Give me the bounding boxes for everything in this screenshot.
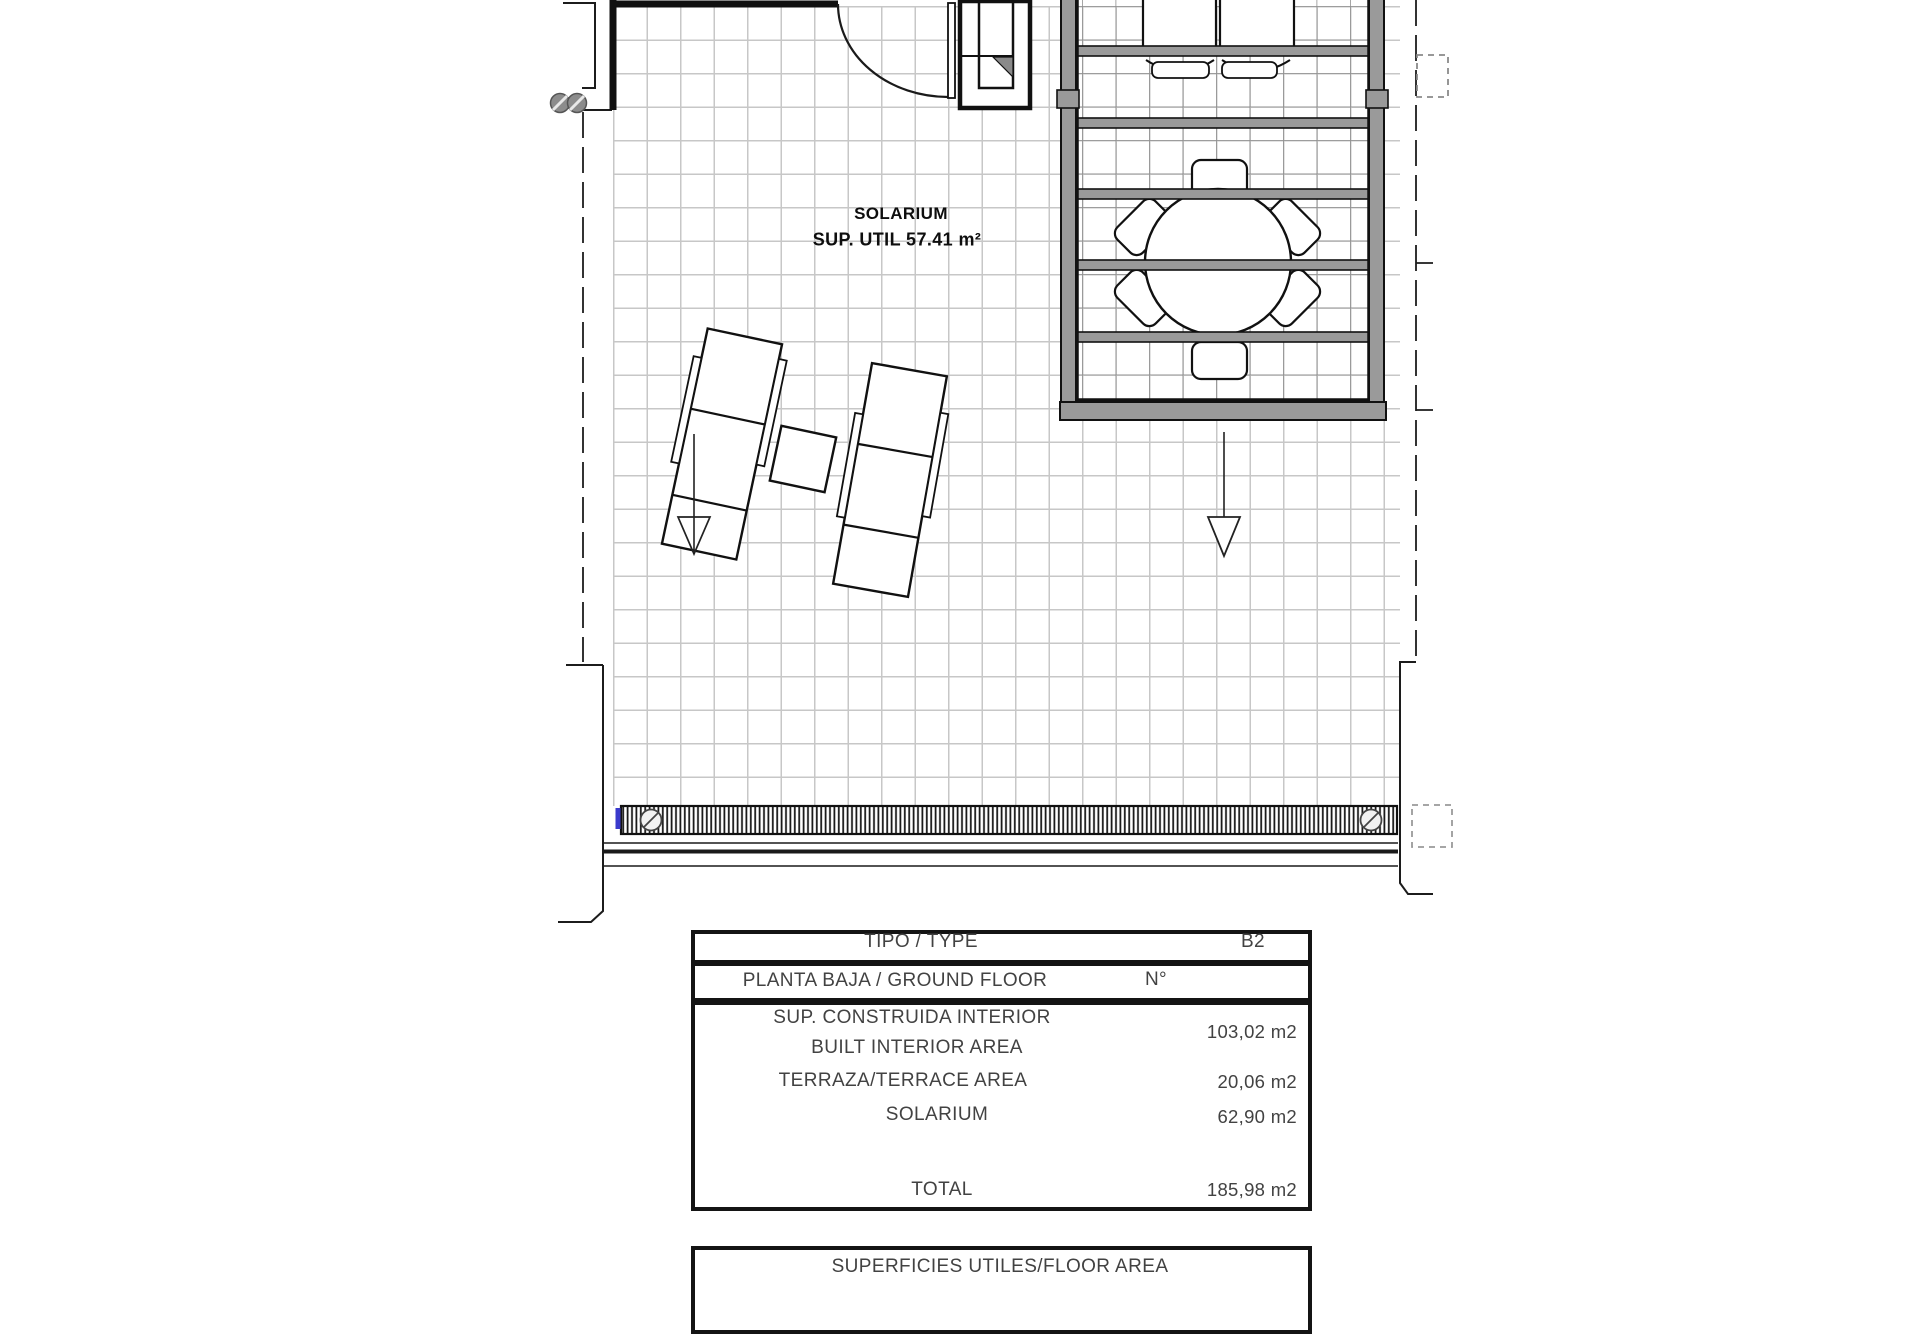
room-area-label: SUP. UTIL 57.41 m² — [812, 229, 982, 250]
spec-row-label: TERRAZA/TERRACE AREA — [778, 1070, 1028, 1091]
spec-row-label: SOLARIUM — [885, 1104, 989, 1125]
spec-total-value: 185,98 m2 — [1206, 1179, 1297, 1200]
pergola-base-band — [1060, 402, 1386, 420]
spec-type-label: TIPO / TYPE — [864, 931, 978, 952]
floor-area-table — [691, 1246, 1312, 1334]
spec-floor-label: PLANTA BAJA / GROUND FLOOR — [742, 970, 1048, 991]
spec-row-value: 20,06 m2 — [1217, 1071, 1297, 1092]
row-divider — [695, 998, 1308, 1005]
spec-row-label: SUP. CONSTRUIDA INTERIOR — [773, 1007, 1051, 1028]
side-table — [770, 426, 836, 492]
spec-total-label: TOTAL — [911, 1179, 973, 1200]
railing-start-marker — [616, 808, 621, 829]
railing — [616, 806, 1398, 834]
specification-table — [691, 930, 1312, 1211]
spec-number-label: N° — [1144, 969, 1168, 990]
facade-edge-lines — [603, 843, 1398, 866]
spec-type-value: B2 — [1240, 931, 1266, 952]
spec-row-value: 103,02 m2 — [1206, 1021, 1297, 1042]
drain-symbol — [551, 94, 587, 113]
spec-row-label2: BUILT INTERIOR AREA — [811, 1037, 1023, 1058]
spec-row-value: 62,90 m2 — [1217, 1106, 1297, 1127]
room-label: SOLARIUM — [854, 204, 948, 223]
setback-dashed-boxes — [1412, 55, 1452, 847]
door-leaf — [948, 3, 955, 98]
floor-area-header: SUPERFICIES UTILES/FLOOR AREA — [831, 1256, 1169, 1277]
row-divider — [695, 960, 1308, 966]
shaft-unit — [960, 1, 1030, 108]
